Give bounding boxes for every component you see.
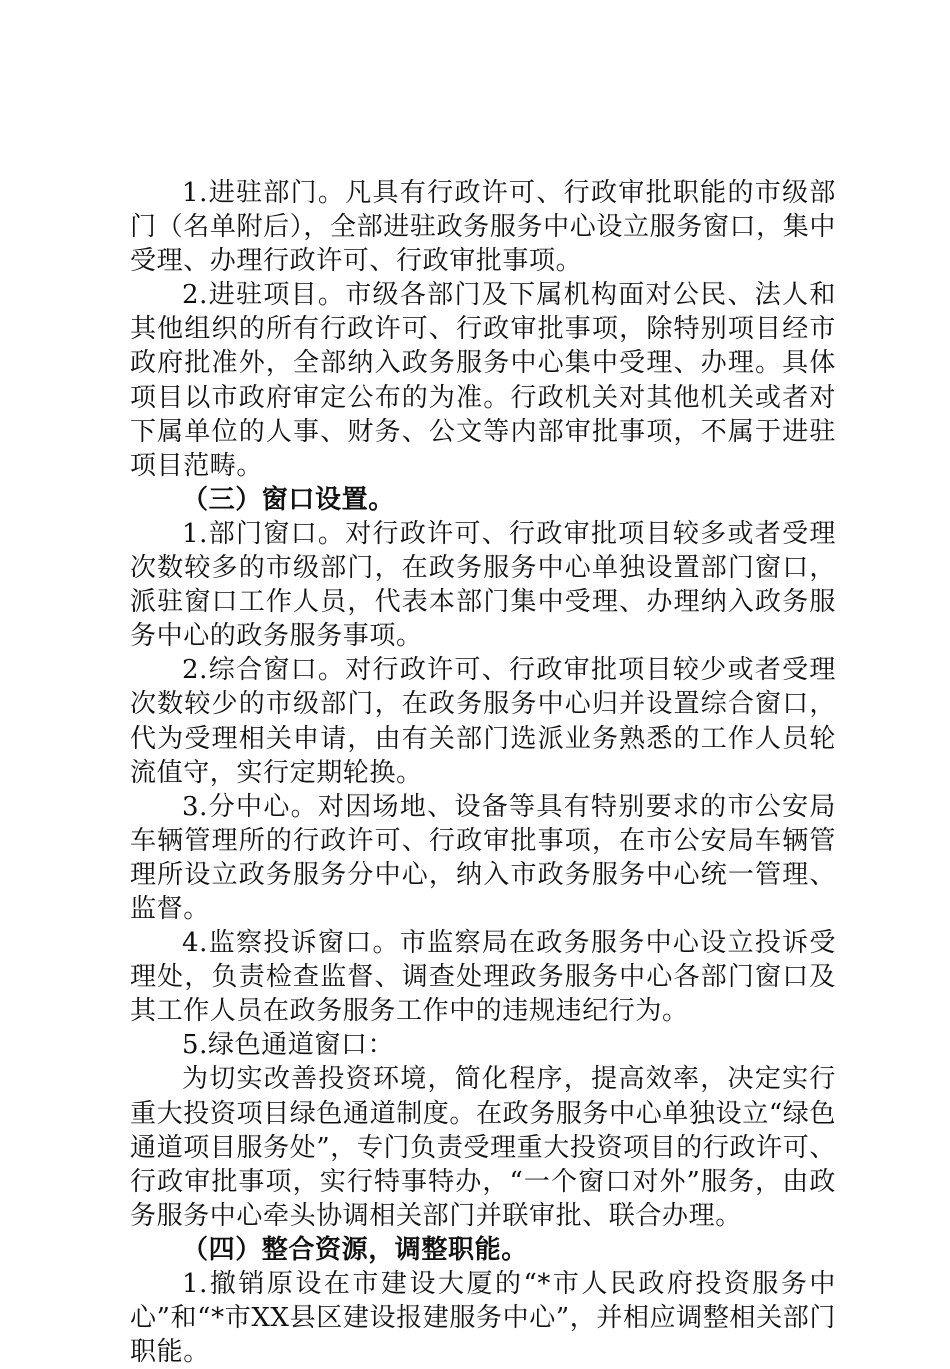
paragraph-revoke-centers: 1.撤销原设在市建设大厦的“*市人民政府投资服务中心”和“*市XX县区建设报建服务中心”，并相应调整相关部门职能。 <box>130 1269 836 1368</box>
paragraph-green-channel-body: 为切实改善投资环境，简化程序，提高效率，决定实行重大投资项目绿色通道制度。在政务服务中心单独设立“绿色通道项目服务处”，专门负责受理重大投资项目的行政许可、行政审批事项，实行特事特办，“一个窗口对外”服务，由政务服务中心牵头协调相关部门并联审批、联合办理。 <box>130 1064 836 1231</box>
paragraph-entry-items: 2.进驻项目。市级各部门及下属机构面对公民、法人和其他组织的所有行政许可、行政审批事项，除特别项目经市政府批准外，全部纳入政务服务中心集中受理、办理。具体项目以市政府审定公布的为准。行政机关对其他机关或者对下属单位的人事、财务、公文等内部审批事项，不属于进驻项目范畴。 <box>130 280 836 481</box>
section-heading-window-setup: （三）窗口设置。 <box>182 484 395 515</box>
paragraph-green-channel-title: 5.绿色通道窗口： <box>182 1030 395 1061</box>
paragraph-entry-departments: 1.进驻部门。凡具有行政许可、行政审批职能的市级部门（名单附后），全部进驻政务服务中心设立服务窗口，集中受理、办理行政许可、行政审批事项。 <box>130 178 836 277</box>
paragraph-sub-center: 3.分中心。对因场地、设备等具有特别要求的市公安局车辆管理所的行政许可、行政审批事项，在市公安局车辆管理所设立政务服务分中心，纳入市政务服务中心统一管理、监督。 <box>130 791 836 924</box>
section-heading-resource-integration: （四）整合资源，调整职能。 <box>182 1234 528 1265</box>
document-body <box>130 176 836 1369</box>
paragraph-comprehensive-window: 2.综合窗口。对行政许可、行政审批项目较少或者受理次数较少的市级部门，在政务服务中心归并设置综合窗口，代为受理相关申请，由有关部门选派业务熟悉的工作人员轮流值守，实行定期轮换。 <box>130 655 836 788</box>
paragraph-complaint-window: 4.监察投诉窗口。市监察局在政务服务中心设立投诉受理处，负责检查监督、调查处理政务服务中心各部门窗口及其工作人员在政务服务工作中的违规违纪行为。 <box>130 928 836 1027</box>
paragraph-department-window: 1.部门窗口。对行政许可、行政审批项目较多或者受理次数较多的市级部门，在政务服务中心单独设置部门窗口，派驻窗口工作人员，代表本部门集中受理、办理纳入政务服务中心的政务服务事项。 <box>130 518 836 652</box>
